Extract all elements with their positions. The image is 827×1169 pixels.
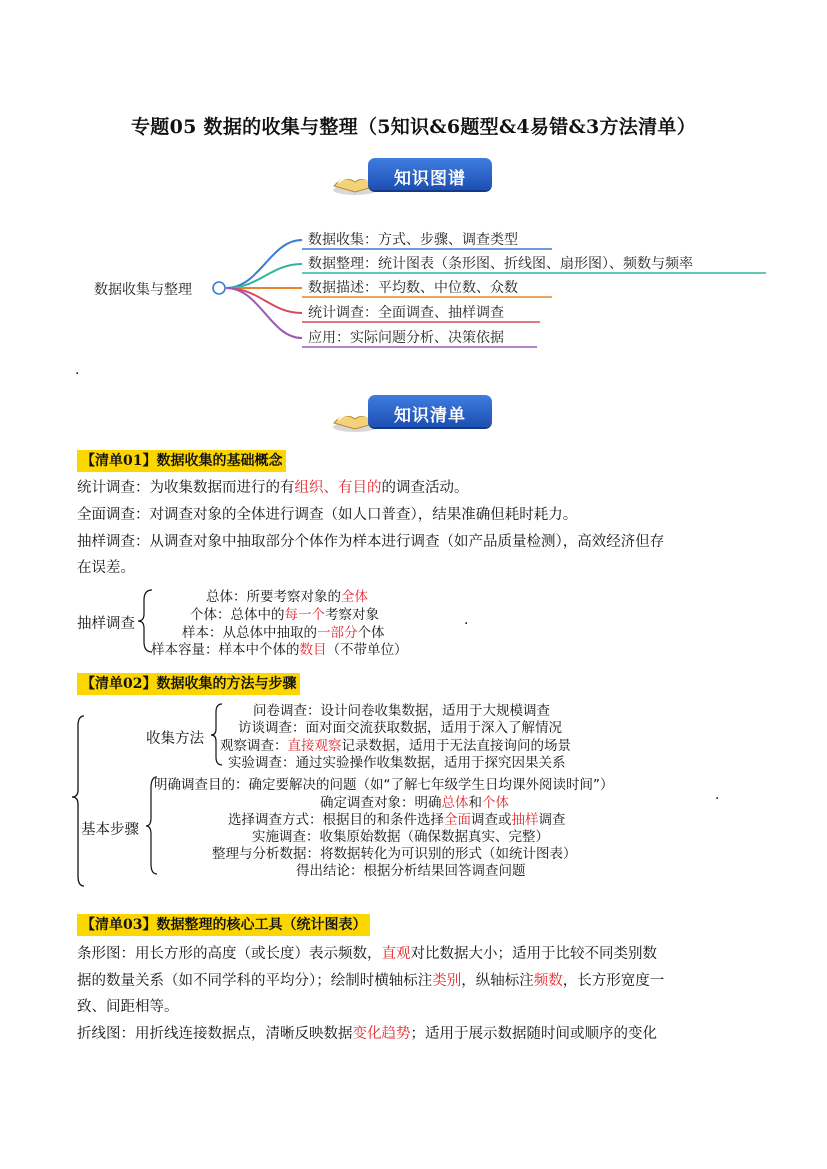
mindmap-branch: 统计调查：全面调查、抽样调查 bbox=[308, 305, 504, 321]
step-item: 选择调查方式：根据目的和条件选择全面调查或抽样调查 bbox=[228, 812, 566, 828]
method-item: 观察调查：直接观察记录数据，适用于无法直接询问的场景 bbox=[220, 738, 571, 754]
method-item: 问卷调查：设计问卷收集数据，适用于大规模调查 bbox=[253, 703, 550, 719]
sampling-item: 样本容量：样本中个体的数目（不带单位） bbox=[151, 642, 408, 658]
mindmap-branch: 数据描述：平均数、中位数、众数 bbox=[308, 280, 518, 296]
paragraph: 统计调查：为收集数据而进行的有组织、有目的的调查活动。 bbox=[77, 480, 469, 496]
mindmap-branch: 数据整理：统计图表（条形图、折线图、扇形图）、频数与频率 bbox=[308, 256, 693, 272]
stray-dot: . bbox=[464, 612, 469, 628]
method-item: 实验调查：通过实验操作收集数据，适用于探究因果关系 bbox=[228, 755, 566, 771]
sampling-item: 总体：所要考察对象的全体 bbox=[206, 589, 368, 605]
paragraph: 折线图：用折线连接数据点，清晰反映数据变化趋势；适用于展示数据随时间或顺序的变化 bbox=[77, 1026, 657, 1042]
section-heading-02: 【清单02】数据收集的方法与步骤 bbox=[77, 673, 300, 695]
paragraph: 在误差。 bbox=[77, 560, 135, 576]
sampling-item: 样本：从总体中抽取的一部分个体 bbox=[182, 625, 385, 641]
paragraph: 全面调查：对调查对象的全体进行调查（如人口普查），结果准确但耗时耗力。 bbox=[77, 507, 578, 523]
step-item: 实施调查：收集原始数据（确保数据真实、完整） bbox=[252, 829, 549, 845]
sampling-item: 个体：总体中的每一个考察对象 bbox=[190, 607, 379, 623]
paragraph: 致、间距相等。 bbox=[77, 999, 179, 1015]
step-item: 明确调查目的：确定要解决的问题（如“了解七年级学生日均课外阅读时间”） bbox=[154, 777, 614, 793]
mindmap-root: 数据收集与整理 bbox=[94, 282, 192, 298]
method-item: 访谈调查：面对面交流获取数据，适用于深入了解情况 bbox=[238, 720, 562, 736]
banner-label: 知识清单 bbox=[394, 406, 466, 426]
brace-label-sampling: 抽样调查 bbox=[77, 616, 135, 632]
brace-label-steps: 基本步骤 bbox=[81, 822, 139, 838]
section-heading-01: 【清单01】数据收集的基础概念 bbox=[77, 450, 286, 472]
step-item: 整理与分析数据：将数据转化为可识别的形式（如统计图表） bbox=[212, 846, 577, 862]
brace-label-methods: 收集方法 bbox=[146, 731, 204, 747]
mindmap-branch: 应用：实际问题分析、决策依据 bbox=[308, 330, 504, 346]
step-item: 确定调查对象：明确总体和个体 bbox=[320, 795, 509, 811]
banner-label: 知识图谱 bbox=[394, 169, 466, 189]
paragraph: 抽样调查：从调查对象中抽取部分个体作为样本进行调查（如产品质量检测），高效经济但存 bbox=[77, 534, 665, 550]
paragraph: 条形图：用长方形的高度（或长度）表示频数，直观对比数据大小；适用于比较不同类别数 bbox=[77, 946, 657, 962]
step-item: 得出结论：根据分析结果回答调查问题 bbox=[296, 863, 526, 879]
paragraph: 据的数量关系（如不同学科的平均分）；绘制时横轴标注类别，纵轴标注频数，长方形宽度一 bbox=[77, 973, 665, 989]
stray-dot: . bbox=[75, 362, 80, 378]
page-title: 专题05 数据的收集与整理（5知识&6题型&4易错&3方法清单） bbox=[131, 116, 696, 138]
section-heading-03: 【清单03】数据整理的核心工具（统计图表） bbox=[77, 914, 370, 936]
stray-dot: . bbox=[715, 787, 720, 803]
mindmap-branch: 数据收集：方式、步骤、调查类型 bbox=[308, 232, 518, 248]
